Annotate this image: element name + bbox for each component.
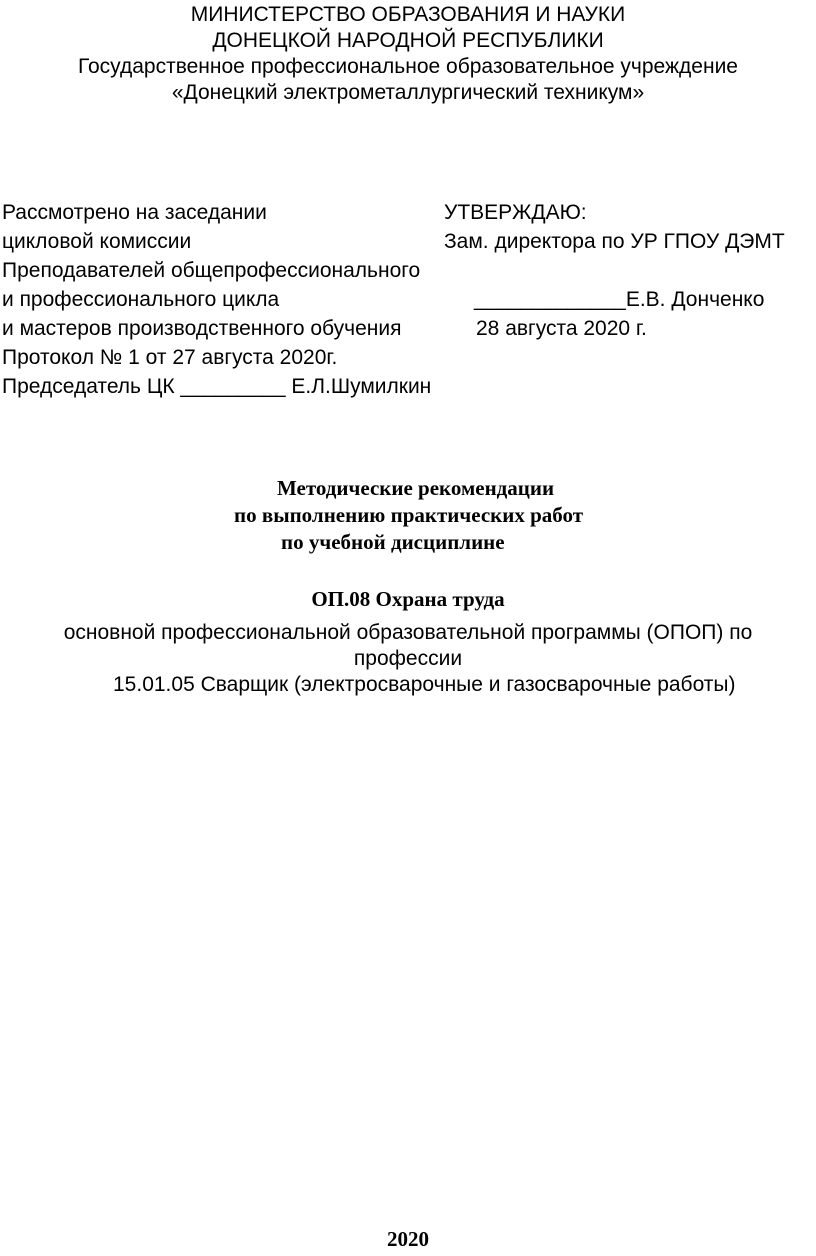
considered-line-2: цикловой комиссии xyxy=(2,230,192,253)
institution-name: «Донецкий электрометаллургический техникум» xyxy=(171,81,645,104)
considered-block xyxy=(2,198,452,401)
approval-heading: УТВЕРЖДАЮ: xyxy=(444,201,587,224)
document-year: 2020 xyxy=(387,1227,429,1251)
title-line-3: по учебной дисциплине xyxy=(281,530,505,554)
title-line-2: по выполнению практических работ xyxy=(234,503,584,527)
considered-line-5: и мастеров производственного обучения xyxy=(2,317,402,340)
profession-line: 15.01.05 Сварщик (электросварочные и газосварочные работы) xyxy=(113,673,736,696)
approval-date: 28 августа 2020 г. xyxy=(476,317,647,340)
institution-type: Государственное профессиональное образовательное учреждение xyxy=(78,55,738,78)
program-line-1: основной профессиональной образовательной программы (ОПОП) по xyxy=(63,621,753,644)
document-header xyxy=(0,2,816,106)
title-line-1: Методические рекомендации xyxy=(277,476,555,500)
program-block xyxy=(0,620,816,698)
approval-spacer xyxy=(444,256,816,285)
approver-signature: _____________Е.В. Донченко xyxy=(474,288,765,311)
program-line-2: профессии xyxy=(353,647,463,670)
ministry-line-1: МИНИСТЕРСТВО ОБРАЗОВАНИЯ И НАУКИ xyxy=(190,3,626,26)
considered-line-1: Рассмотрено на заседании xyxy=(2,201,267,224)
considered-line-3: Преподавателей общепрофессионального xyxy=(2,259,421,282)
protocol-line: Протокол № 1 от 27 августа 2020г. xyxy=(2,346,338,369)
document-title xyxy=(0,475,816,556)
approver-position: Зам. директора по УР ГПОУ ДЭМТ xyxy=(444,230,785,253)
subject-title: ОП.08 Охрана труда xyxy=(311,587,505,611)
chairman-line: Председатель ЦК _________ Е.Л.Шумилкин xyxy=(2,375,432,398)
considered-line-4: и профессионального цикла xyxy=(2,288,280,311)
approval-block xyxy=(444,198,816,343)
ministry-line-2: ДОНЕЦКОЙ НАРОДНОЙ РЕСПУБЛИКИ xyxy=(212,29,604,52)
